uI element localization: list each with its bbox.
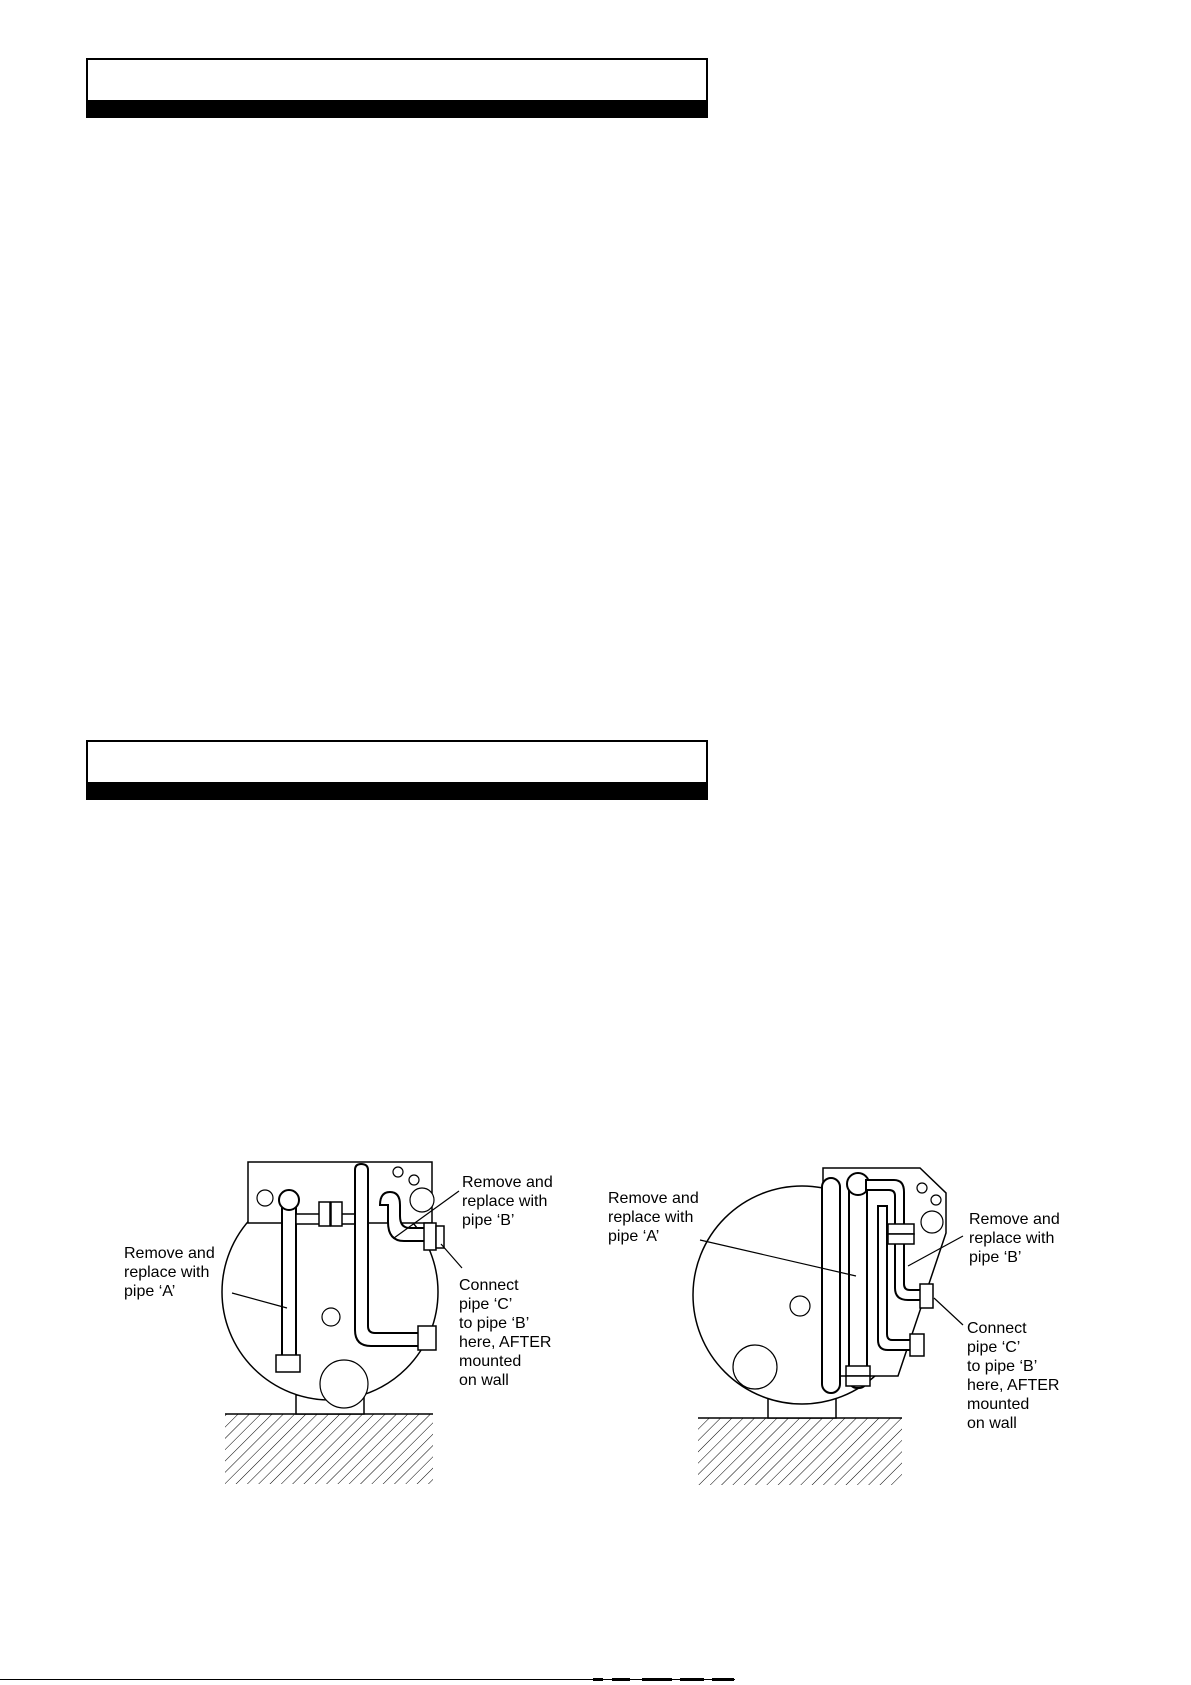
section-header-box bbox=[86, 58, 708, 102]
section-header-bar bbox=[86, 782, 708, 800]
pipe-b-nut bbox=[920, 1284, 933, 1308]
section-header-1 bbox=[86, 58, 708, 118]
boiler-port bbox=[320, 1360, 368, 1408]
bracket-hole bbox=[917, 1183, 927, 1193]
footer-tick bbox=[642, 1678, 672, 1681]
pipe-b-nut bbox=[436, 1226, 444, 1248]
label-remove-pipe-b: Remove and replace with pipe ‘B’ bbox=[462, 1174, 553, 1229]
bracket-hole bbox=[410, 1188, 434, 1212]
boiler-port bbox=[733, 1345, 777, 1389]
ground-hatch bbox=[225, 1414, 433, 1484]
pipe-a bbox=[849, 1176, 867, 1388]
footer-tick bbox=[593, 1678, 603, 1681]
leader-line-c bbox=[934, 1298, 963, 1325]
label-connect-pipe-c: Connect pipe ‘C’ to pipe ‘B’ here, AFTER mounted on wall bbox=[459, 1277, 552, 1389]
left-boiler-figure bbox=[124, 1162, 557, 1484]
footer-tick bbox=[712, 1678, 734, 1681]
boiler-port bbox=[322, 1308, 340, 1326]
label-connect-pipe-c: Connect pipe ‘C’ to pipe ‘B’ here, AFTER mounted on wall bbox=[967, 1320, 1060, 1432]
leader-line-c bbox=[441, 1244, 462, 1268]
boiler-port bbox=[790, 1296, 810, 1316]
label-remove-pipe-a: Remove and replace with pipe ‘A’ bbox=[608, 1190, 699, 1245]
pipe-a-nut bbox=[846, 1376, 870, 1386]
section-header-bar bbox=[86, 100, 708, 118]
pipe-b-nut bbox=[888, 1234, 914, 1244]
bracket-hole bbox=[257, 1190, 273, 1206]
footer-tick bbox=[680, 1678, 704, 1681]
section-header-2 bbox=[86, 740, 708, 800]
long-pipe-nut bbox=[418, 1326, 436, 1350]
connector-nut bbox=[319, 1202, 330, 1226]
pipe-a-nut bbox=[276, 1355, 300, 1372]
label-remove-pipe-a: Remove and replace with pipe ‘A’ bbox=[124, 1245, 215, 1300]
pipe-replacement-diagram bbox=[0, 1140, 1191, 1490]
pipe-a-elbow bbox=[279, 1190, 299, 1210]
footer-tick bbox=[612, 1678, 630, 1681]
right-boiler-figure bbox=[608, 1168, 1064, 1485]
footer-rule bbox=[0, 1678, 1191, 1682]
pipe-a bbox=[282, 1192, 296, 1360]
bracket-hole bbox=[393, 1167, 403, 1177]
ground-hatch bbox=[698, 1418, 902, 1485]
label-remove-pipe-b: Remove and replace with pipe ‘B’ bbox=[969, 1211, 1060, 1266]
outer-pipe bbox=[822, 1178, 840, 1393]
pipe-b-nut bbox=[424, 1223, 436, 1250]
section-header-box bbox=[86, 740, 708, 784]
pipe-b-nut bbox=[888, 1224, 914, 1234]
pipe-a-nut bbox=[846, 1366, 870, 1376]
bracket-hole bbox=[409, 1175, 419, 1185]
connector-nut bbox=[331, 1202, 342, 1226]
bracket-hole bbox=[931, 1195, 941, 1205]
pipe-b-nut bbox=[910, 1334, 924, 1356]
bracket-hole bbox=[921, 1211, 943, 1233]
